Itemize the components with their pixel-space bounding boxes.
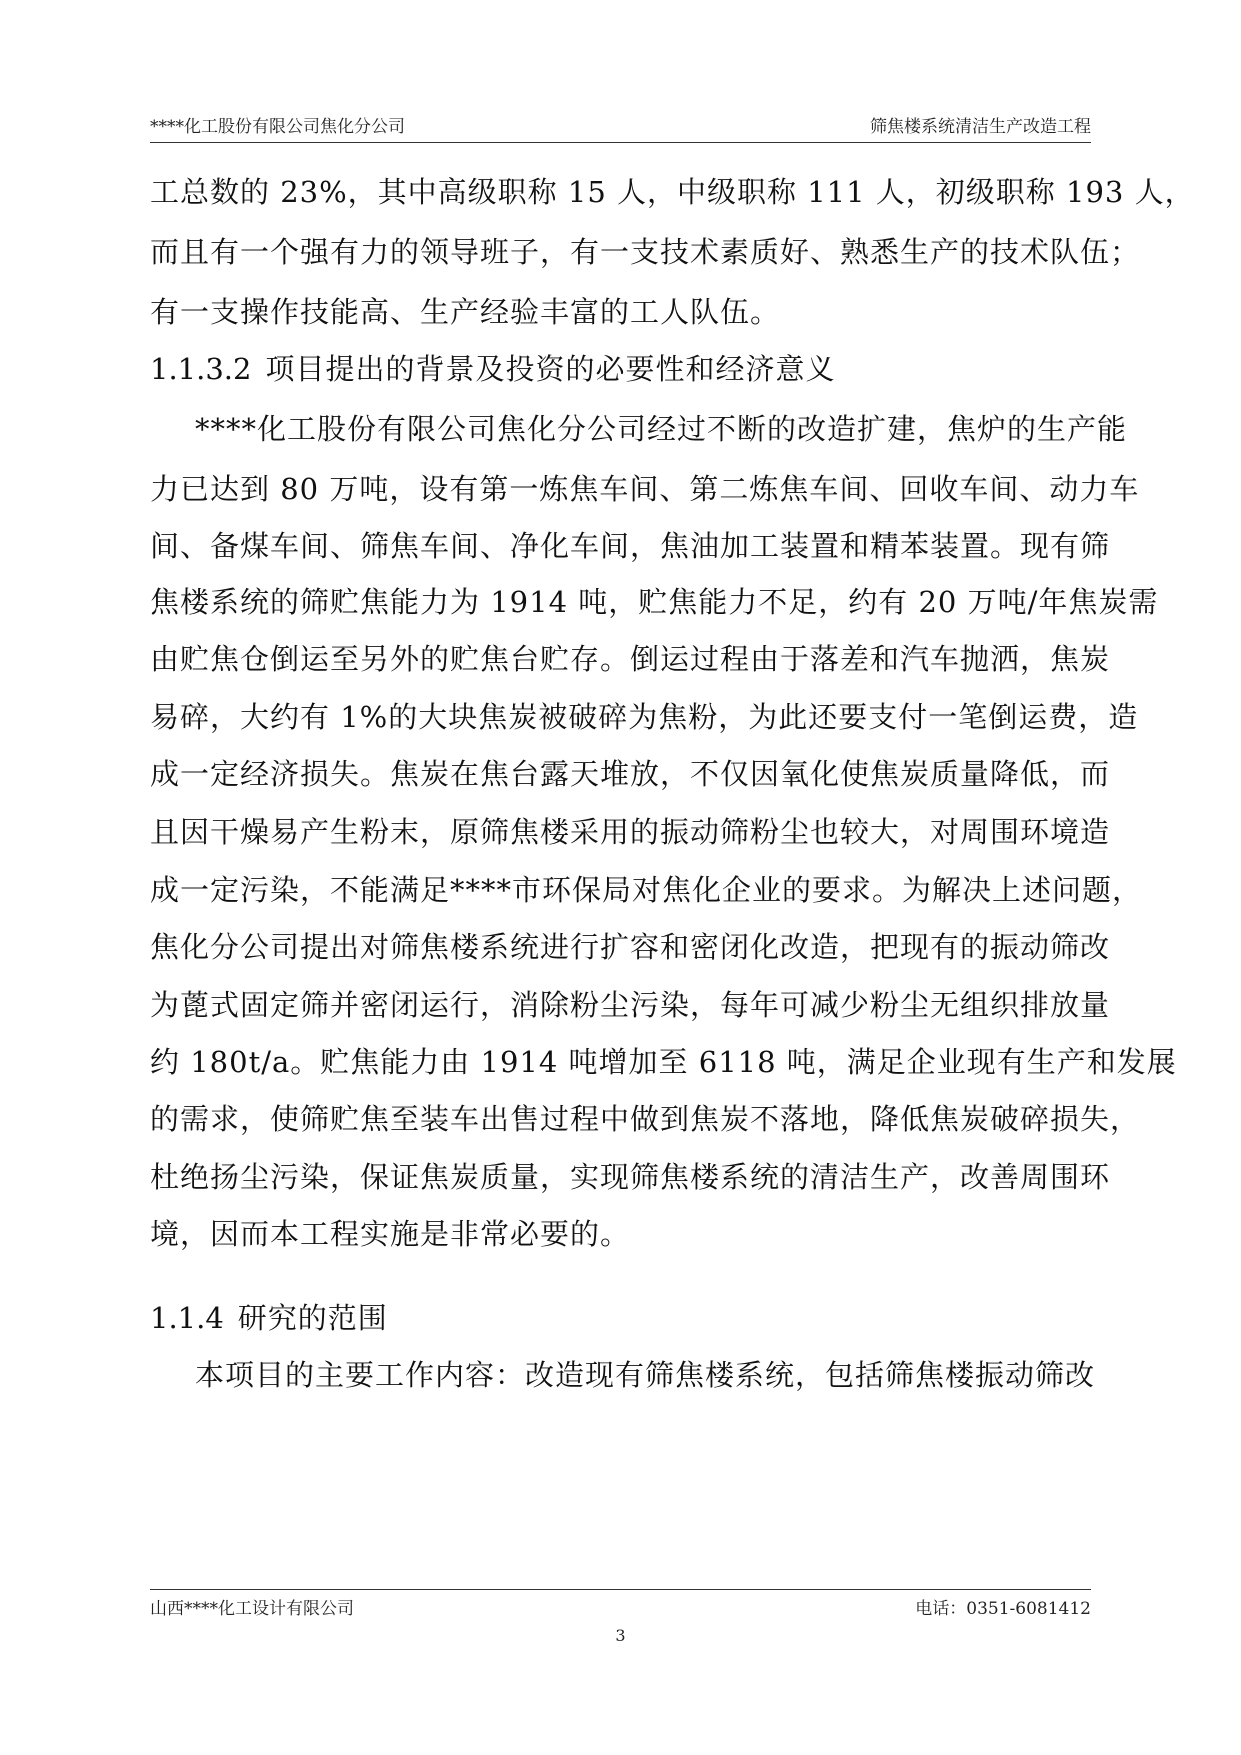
body-line: 且因干燥易产生粉末，原筛焦楼采用的振动筛粉尘也较大，对周围环境造: [150, 815, 1111, 849]
section-title: 项目提出的背景及投资的必要性和经济意义: [265, 352, 836, 386]
section-heading-1-1-4: [150, 1296, 388, 1337]
page-footer: [150, 1589, 1091, 1620]
body-line: ****化工股份有限公司焦化分公司经过不断的改造扩建，焦炉的生产能: [195, 412, 1128, 446]
body-line: 成一定经济损失。焦炭在焦台露天堆放，不仅因氧化使焦炭质量降低，而: [150, 757, 1111, 791]
header-company: ****化工股份有限公司焦化分公司: [150, 117, 405, 137]
section-number: 1.1.3.2: [150, 352, 252, 386]
footer-company: 山西****化工设计有限公司: [150, 1599, 354, 1619]
body-line: 工总数的 23%，其中高级职称 15 人，中级职称 111 人，初级职称 193 人，: [150, 175, 1195, 209]
section-heading-1-1-3-2: [150, 347, 835, 388]
page-number: 3: [615, 1626, 626, 1645]
body-line: 境，因而本工程实施是非常必要的。: [150, 1217, 631, 1251]
body-line: 有一支操作技能高、生产经验丰富的工人队伍。: [150, 295, 781, 329]
body-line: 焦楼系统的筛贮焦能力为 1914 吨，贮焦能力不足，约有 20 万吨/年焦炭需: [150, 585, 1159, 619]
section-number: 1.1.4: [150, 1301, 224, 1335]
body-line: 焦化分公司提出对筛焦楼系统进行扩容和密闭化改造，把现有的振动筛改: [150, 930, 1111, 964]
header-project-title: 筛焦楼系统清洁生产改造工程: [870, 117, 1091, 137]
body-line: 成一定污染，不能满足****市环保局对焦化企业的要求。为解决上述问题，: [150, 873, 1143, 907]
body-line: 约 180t/a。贮焦能力由 1914 吨增加至 6118 吨，满足企业现有生产和发展: [150, 1045, 1177, 1079]
body-line: 为蓖式固定筛并密闭运行，消除粉尘污染，每年可减少粉尘无组织排放量: [150, 988, 1111, 1022]
body-line: 间、备煤车间、筛焦车间、净化车间，焦油加工装置和精苯装置。现有筛: [150, 529, 1111, 563]
body-line: 的需求，使筛贮焦至装车出售过程中做到焦炭不落地，降低焦炭破碎损失，: [150, 1102, 1141, 1136]
footer-phone: 电话：0351-6081412: [915, 1599, 1091, 1619]
body-line: 本项目的主要工作内容：改造现有筛焦楼系统，包括筛焦楼振动筛改: [195, 1358, 1096, 1392]
body-line: 力已达到 80 万吨，设有第一炼焦车间、第二炼焦车间、回收车间、动力车: [150, 472, 1140, 506]
body-line: 易碎，大约有 1%的大块焦炭被破碎为焦粉，为此还要支付一笔倒运费，造: [150, 700, 1139, 734]
body-line: 杜绝扬尘污染，保证焦炭质量，实现筛焦楼系统的清洁生产，改善周围环: [150, 1160, 1111, 1194]
body-line: 由贮焦仓倒运至另外的贮焦台贮存。倒运过程由于落差和汽车抛洒，焦炭: [150, 642, 1111, 676]
body-line: 而且有一个强有力的领导班子，有一支技术素质好、熟悉生产的技术队伍；: [150, 235, 1141, 269]
page-header: [150, 112, 1091, 143]
section-title: 研究的范围: [237, 1301, 388, 1335]
